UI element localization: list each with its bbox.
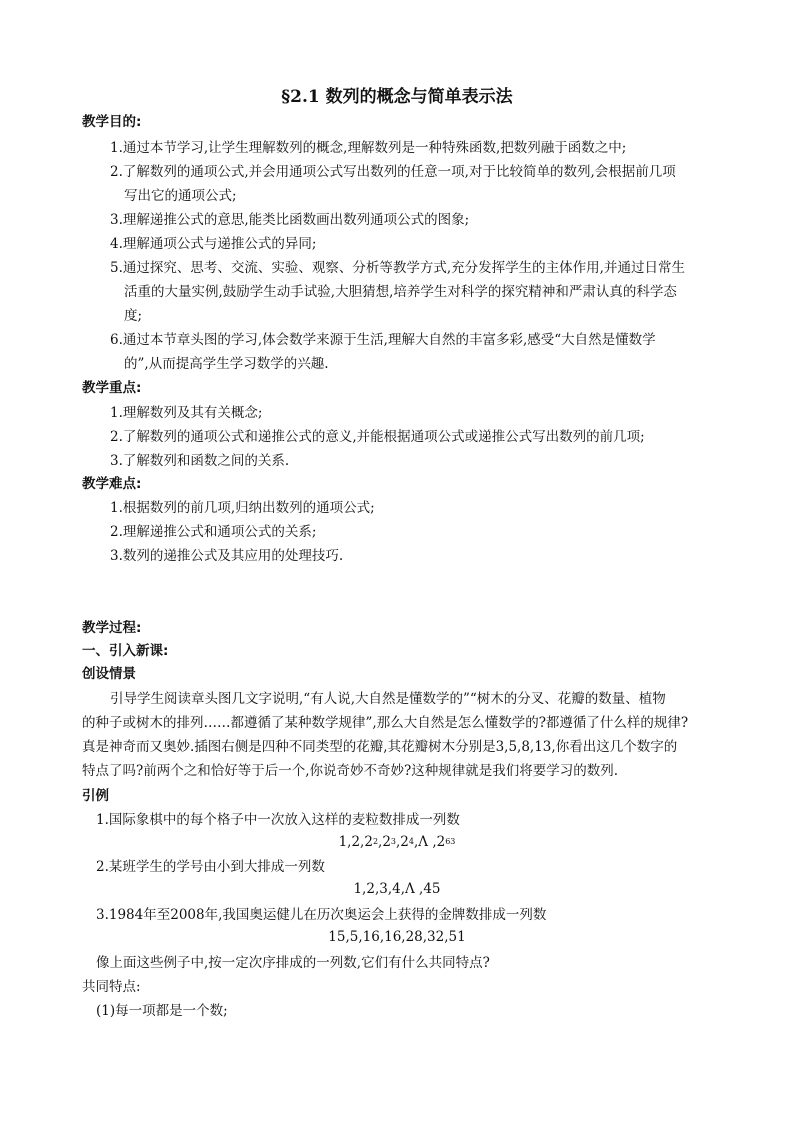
objective-5-line-2: 活重的大量实例,鼓励学生动手试验,大胆猜想,培养学生对科学的探究精神和严肃认真的科学态 xyxy=(124,284,677,300)
paragraph-line-4: 特点了吗?前两个之和恰好等于后一个,你说奇妙不奇妙?这种规律就是我们将要学习的数列. xyxy=(82,763,619,779)
example-3-sequence: 15,5,16,16,28,32,51 xyxy=(328,929,466,945)
difficulty-1: 1.根据数列的前几项,归纳出数列的通项公式; xyxy=(110,500,375,516)
scenario-heading: 创设情景 xyxy=(82,666,136,682)
keypoints-heading: 教学重点: xyxy=(82,380,142,396)
example-2-sequence: 1,2,3,4,Λ ,45 xyxy=(353,881,441,897)
keypoint-3: 3.了解数列和函数之间的关系. xyxy=(110,453,290,469)
common-features-heading: 共同特点: xyxy=(82,979,141,995)
paragraph-line-3: 真是神奇而又奥妙.插图右侧是四种不同类型的花瓣,其花瓣树木分别是3,5,8,13,你看出这几个数字的 xyxy=(82,739,678,755)
objective-6-line-2: 的”,从而提高学生学习数学的兴趣. xyxy=(124,356,329,372)
process-heading: 教学过程: xyxy=(82,620,142,636)
common-feature-1: (1)每一项都是一个数; xyxy=(96,1003,228,1019)
paragraph-line-2: 的种子或树木的排列……都遵循了某种数学规律”,那么大自然是怎么懂数学的?都遵循了什么样的规律? xyxy=(82,715,689,731)
example-2-text: 2.某班学生的学号由小到大排成一列数 xyxy=(96,859,325,875)
objective-4-line-1: 4.理解通项公式与递推公式的异同; xyxy=(110,236,317,252)
difficulties-heading: 教学难点: xyxy=(82,476,142,492)
objective-6-line-1: 6.通过本节章头图的学习,体会数学来源于生活,理解大自然的丰富多彩,感受“大自然是懂数学 xyxy=(110,332,656,348)
keypoint-1: 1.理解数列及其有关概念; xyxy=(110,405,263,421)
example-1-sequence: $1,2,2^2,2^3,2^4,\Lambda$ $,2^{63}$ xyxy=(338,834,456,850)
objective-2-line-2: 写出它的通项公式; xyxy=(124,188,237,204)
page-title: §2.1 数列的概念与简单表示法 xyxy=(281,87,513,107)
objective-2-line-1: 2.了解数列的通项公式,并会用通项公式写出数列的任意一项,对于比较简单的数列,会根据前几项 xyxy=(110,164,676,180)
example-3-text: 3.1984年至2008年,我国奥运健儿在历次奥运会上获得的金牌数排成一列数 xyxy=(96,907,547,923)
difficulty-3: 3.数列的递推公式及其应用的处理技巧. xyxy=(110,548,344,564)
question-text: 像上面这些例子中,按一定次序排成的一列数,它们有什么共同特点? xyxy=(96,955,490,971)
difficulty-2: 2.理解递推公式和通项公式的关系; xyxy=(110,524,317,540)
keypoint-2: 2.了解数列的通项公式和递推公式的意义,并能根据通项公式或递推公式写出数列的前几项; xyxy=(110,429,645,445)
objectives-heading: 教学目的: xyxy=(82,114,142,130)
examples-heading: 引例 xyxy=(82,788,109,804)
section-1-heading: 一、引入新课: xyxy=(82,643,169,659)
objective-5-line-1: 5.通过探究、思考、交流、实验、观察、分析等教学方式,充分发挥学生的主体作用,并通过日常生 xyxy=(110,260,685,276)
paragraph-line-1: 引导学生阅读章头图几文字说明,“有人说,大自然是懂数学的”“树木的分叉、花瓣的数量、植物 xyxy=(110,691,666,707)
example-1-text: 1.国际象棋中的每个格子中一次放入这样的麦粒数排成一列数 xyxy=(96,812,460,828)
objective-5-line-3: 度; xyxy=(124,308,143,324)
objective-1-line-1: 1.通过本节学习,让学生理解数列的概念,理解数列是一种特殊函数,把数列融于函数之中; xyxy=(110,140,627,156)
objective-3-line-1: 3.理解递推公式的意思,能类比函数画出数列通项公式的图象; xyxy=(110,212,470,228)
